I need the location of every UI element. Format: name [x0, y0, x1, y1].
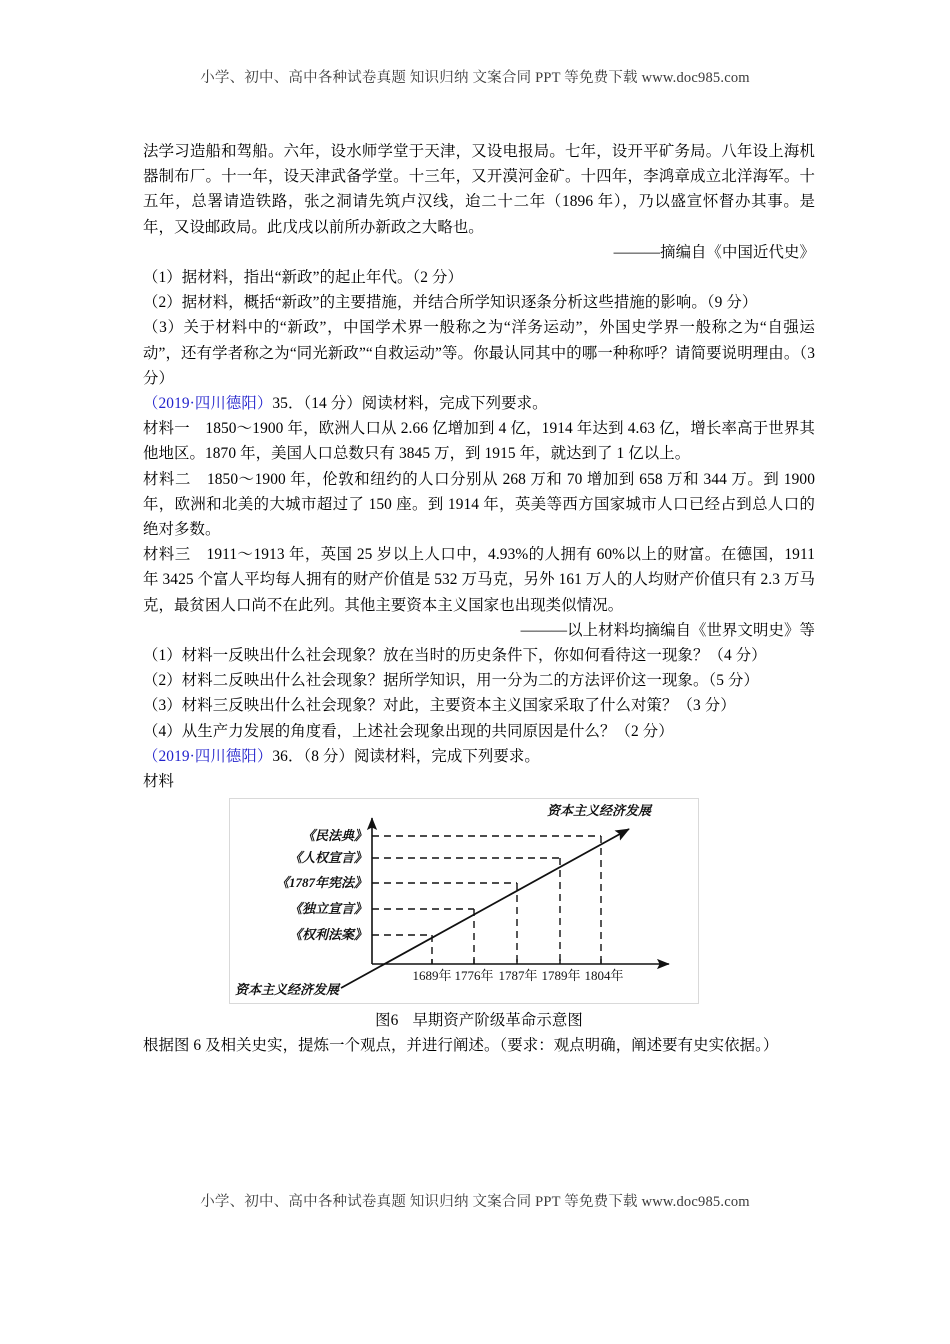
question-35-1: （1）材料一反映出什么社会现象？放在当时的历史条件下，你如何看待这一现象？（4 分） — [143, 647, 767, 665]
figure-6 — [143, 796, 815, 1008]
material-one: 材料一 1850～1900 年，欧洲人口从 2.66 亿增加到 4 亿，1914 年达到 4.63 亿，增长率高于世界其他地区。1870 年，美国人口总数只有 3845 万，到 1915 年，就达到了 1 亿以上。 — [143, 420, 815, 463]
x-label-1776: 1776年 — [454, 968, 494, 984]
figure-caption-number: 图6 — [375, 1012, 399, 1030]
exam-source-tag-36: （2019·四川德阳） — [143, 747, 273, 765]
question-35-stem: 35．（14 分）阅读材料，完成下列要求。 — [272, 395, 548, 413]
paragraph-source-excerpt: 法学习造船和驾船。六年，设水师学堂于天津，又设电报局。七年，设开平矿务局。八年设上海机器制布厂。十一年，设天津武备学堂。十三年，又开漠河金矿。十四年，李鸿章成立北洋海军。十五年，总署请造铁路，张之洞请先筑卢汉线，迨二十二年（1896 年），乃以盛宣怀督办其事。是年，又设邮政局。此戊戌以前所办新政之大略也。 — [143, 143, 815, 236]
x-label-1789: 1789年 — [541, 968, 581, 984]
citation-shijie-wenmingshi: ———以上材料均摘编自《世界文明史》等 — [520, 621, 815, 639]
y-label-5: 《民法典》 — [301, 828, 367, 844]
y-label-2: 《独立宣言》 — [288, 901, 367, 917]
y-label-3: 《1787年宪法》 — [275, 875, 367, 891]
early-bourgeois-revolution-diagram — [229, 798, 699, 1004]
question-36-stem: 36．（8 分）阅读材料，完成下列要求。 — [272, 747, 540, 765]
material-two: 材料二 1850～1900 年，伦敦和纽约的人口分别从 268 万和 70 增加到 658 万和 344 万。到 1900 年，欧洲和北美的大城市超过了 150 座。到 1914 年，英美等西方国家城市人口已经占到总人口的绝对多数。 — [143, 470, 815, 539]
figure-caption — [143, 1008, 815, 1033]
citation-zhongguo-jindaishi: ———摘编自《中国近代史》 — [613, 243, 815, 261]
question-36-heading — [143, 744, 815, 769]
y-label-1: 《权利法案》 — [288, 927, 367, 943]
question-34-3: （3）关于材料中的“新政”，中国学术界一般称之为“洋务运动”，外国史学界一般称之为“自强运动”，还有学者称之为“同光新政”“自救运动”等。你最认同其中的哪一种称呼？请简要说明理由。（3 分） — [143, 319, 815, 387]
question-35-3: （3）材料三反映出什么社会现象？对此，主要资本主义国家采取了什么对策？（3 分） — [143, 697, 736, 715]
axis-title-bottom-left: 资本主义经济发展 — [235, 982, 340, 998]
x-label-1689: 1689年 — [412, 968, 452, 984]
axis-title-top-right: 资本主义经济发展 — [547, 803, 652, 819]
document-body — [143, 139, 815, 1059]
question-36-closing: 根据图 6 及相关史实，提炼一个观点，并进行阐述。（要求：观点明确，阐述要有史实依据。） — [143, 1037, 779, 1055]
x-label-1787: 1787年 — [498, 968, 538, 984]
figure-caption-title: 早期资产阶级革命示意图 — [412, 1012, 583, 1030]
exam-source-tag-35: （2019·四川德阳） — [143, 395, 273, 413]
question-34-2: （2）据材料，概括“新政”的主要措施，并结合所学知识逐条分析这些措施的影响。（9 分） — [143, 294, 758, 312]
material-label: 材料 — [143, 773, 174, 791]
question-34-1: （1）据材料，指出“新政”的起止年代。（2 分） — [143, 269, 464, 287]
header-watermark: 小学、初中、高中各种试卷真题 知识归纳 文案合同 PPT 等免费下载 www.doc985.com — [200, 70, 750, 86]
y-label-4: 《人权宣言》 — [288, 850, 367, 866]
question-35-2: （2）材料二反映出什么社会现象？据所学知识，用一分为二的方法评价这一现象。（5 分） — [143, 672, 759, 690]
x-label-1804: 1804年 — [584, 968, 624, 984]
question-35-heading — [143, 391, 815, 416]
question-35-4: （4）从生产力发展的角度看，上述社会现象出现的共同原因是什么？（2 分） — [143, 722, 674, 740]
material-three: 材料三 1911～1913 年，英国 25 岁以上人口中，4.93%的人拥有 60%以上的财富。在德国，1911 年 3425 个富人平均每人拥有的财产价值是 532 万马克，另外 161 万人的人均财产价值只有 2.3 万马克，最贫困人口尚不在此列。其他主要资本主义国家也出现类似情况。 — [143, 546, 815, 614]
footer-watermark: 小学、初中、高中各种试卷真题 知识归纳 文案合同 PPT 等免费下载 www.doc985.com — [200, 1194, 750, 1210]
